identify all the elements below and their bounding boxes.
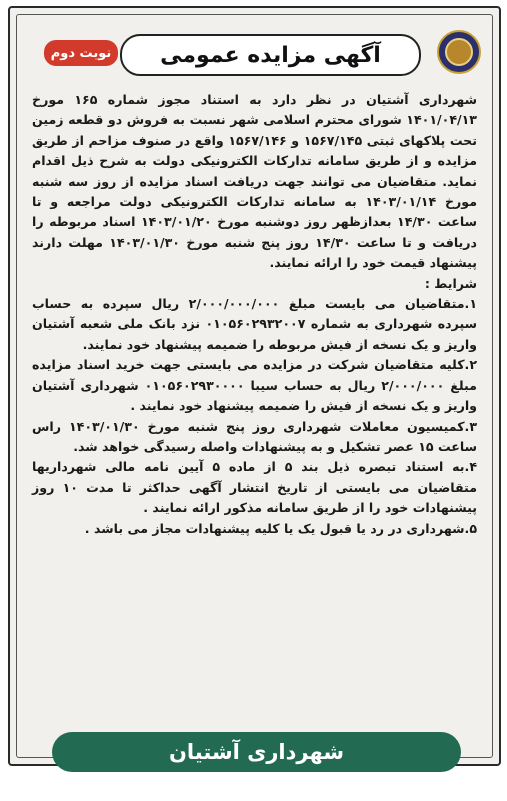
condition-item: ۵.شهرداری در رد یا قبول یک یا کلیه پیشنهادات مجاز می باشد . — [84, 520, 477, 536]
condition-item: ۱.متقاضیان می بایست مبلغ ۲/۰۰۰/۰۰۰/۰۰۰ ریال سپرده به حساب سپرده شهرداری به شماره ۰۱۰۵۶۰۲۹۳۲۰۰۷ نزد بانک ملی شعبه آشتیان واریز و یک نسخه از فیش مربوطه را ضمیمه پیشنهاد خود نمایند. — [32, 296, 477, 352]
intro-paragraph: شهرداری آشتیان در نظر دارد به استناد مجوز شماره ۱۶۵ مورخ ۱۴۰۱/۰۴/۱۳ شورای محترم اسلامی شهر نسبت به فروش دو قطعه زمین تحت پلاکهای ثبتی ۱۵۶۷/۱۴۵ و ۱۵۶۷/۱۴۶ واقع در صنوف مزاحم از طریق مزایده و از طریق سامانه تدارکات الکترونیکی دولت به شرح ذیل اقدام نماید. متقاضیان می توانند جهت دریافت اسناد مزایده از روز سه شنبه مورخ ۱۴۰۳/۰۱/۱۴ به سامانه تدارکات الکترونیکی دولت مراجعه و تا ساعت ۱۴/۳۰ بعدازظهر روز دوشنبه مورخ ۱۴۰۳/۰۱/۲۰ اسناد مربوطه را دریافت و تا ساعت ۱۴/۳۰ روز پنج شنبه مورخ ۱۴۰۳/۰۱/۳۰ مهلت دارند پیشنهاد قیمت خود را ارائه نمایند. — [32, 92, 477, 271]
condition-item: ۳.کمیسیون معاملات شهرداری روز پنج شنبه مورخ ۱۴۰۳/۰۱/۳۰ راس ساعت ۱۵ عصر تشکیل و به پیشنهادات واصله رسیدگی خواهد شد. — [32, 418, 477, 454]
condition-item: ۴.به استناد تبصره ذیل بند ۵ از ماده ۵ آیین نامه مالی شهرداریها متقاضیان می بایستی از تاریخ انتشار آگهی حداکثر تا مدت ۱۰ روز پیشنهادات خود را از طریق سامانه مذکور ارائه نمایند . — [32, 459, 478, 516]
announcement-title: آگهی مزایده عمومی — [120, 34, 421, 76]
announcement-card — [8, 6, 501, 766]
round-badge: نوبت دوم — [44, 40, 118, 66]
emblem-center — [445, 38, 473, 66]
condition-item: ۲.کلیه متقاضیان شرکت در مزایده می بایستی جهت خرید اسناد مزایده مبلغ ۲/۰۰۰/۰۰۰ ریال به حساب سیبا ۰۱۰۵۶۰۲۹۳۰۰۰۰ شهرداری آشتیان واریز و یک نسخه از فیش را ضمیمه پیشنهاد خود نمایند . — [32, 357, 477, 414]
announcement-body — [32, 90, 477, 539]
header — [24, 30, 485, 78]
conditions-heading: شرایط : — [424, 275, 477, 291]
municipality-emblem-icon — [437, 30, 481, 74]
footer-banner: شهرداری آشتیان — [52, 732, 461, 772]
